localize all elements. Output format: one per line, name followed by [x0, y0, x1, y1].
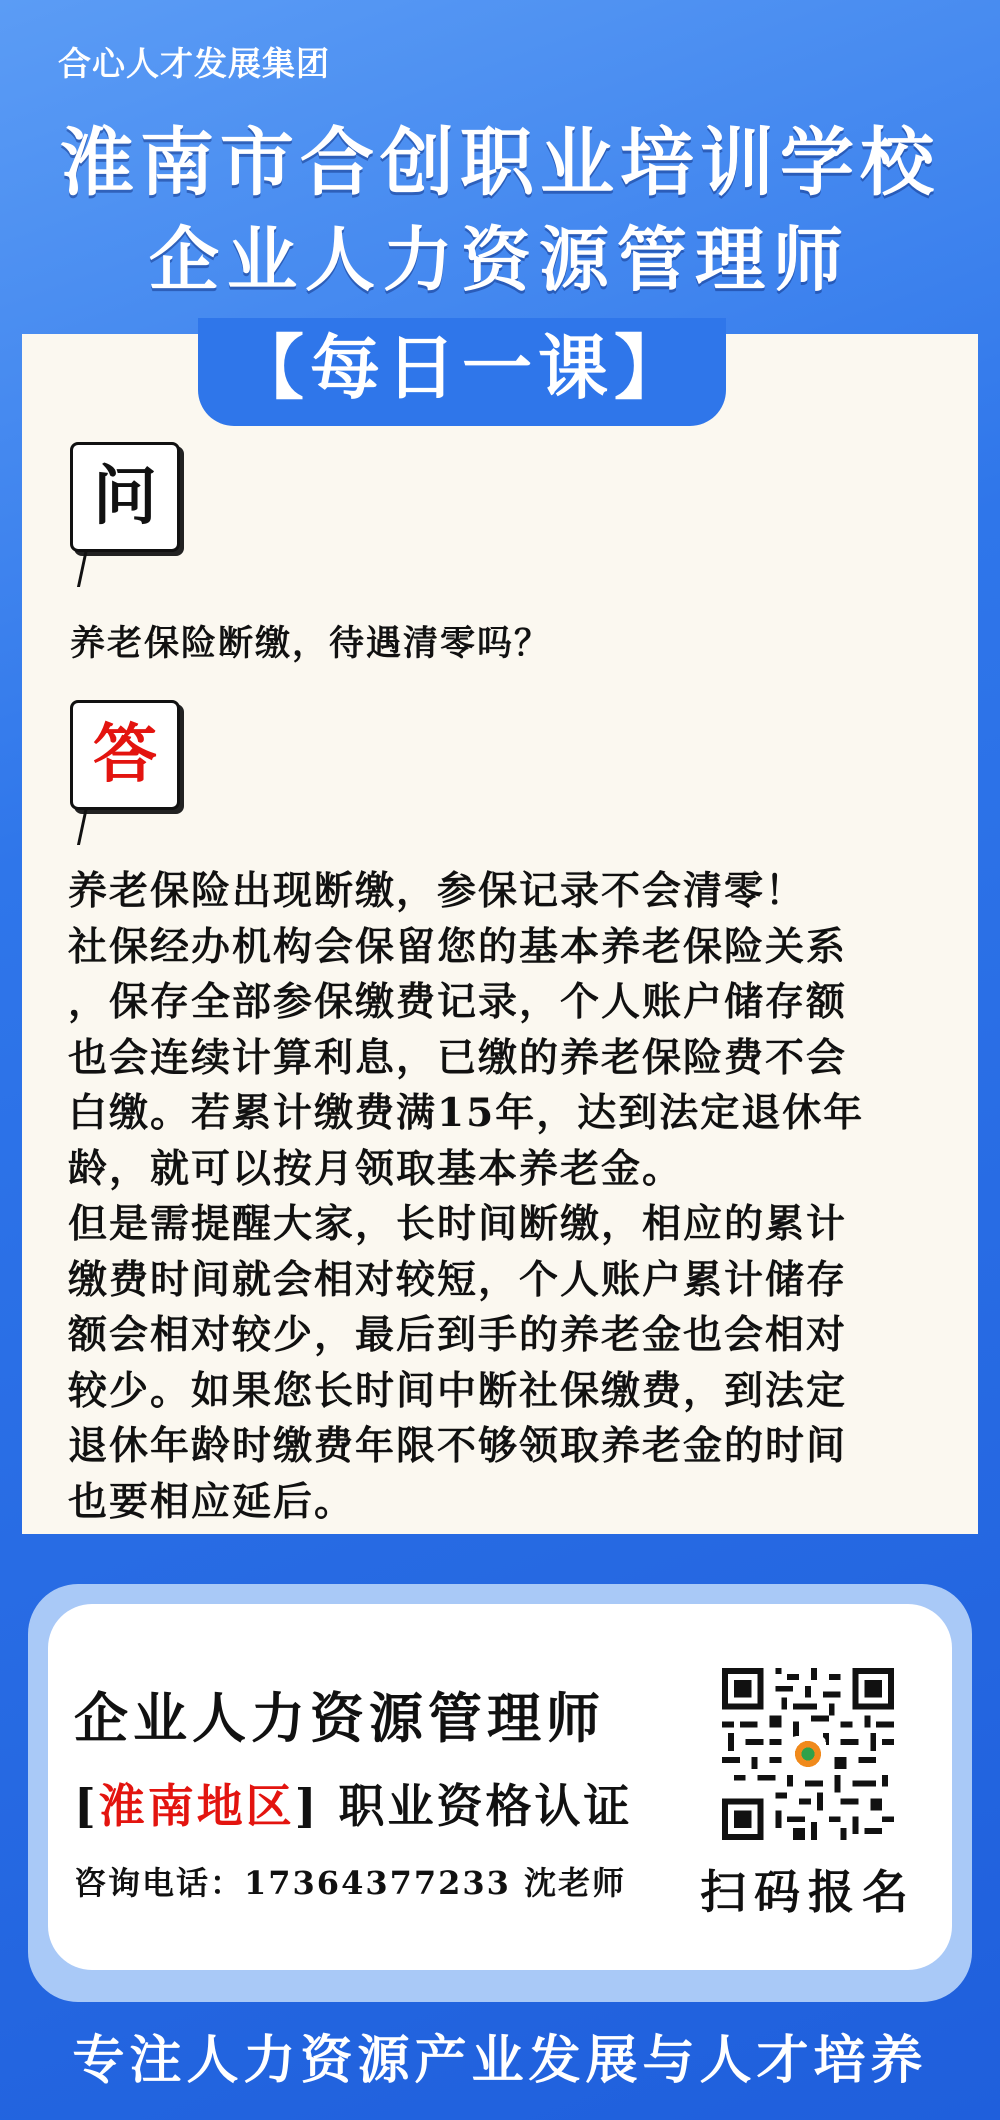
region-bracket-open: [	[74, 1779, 99, 1833]
answer-speech-bubble-icon	[70, 700, 180, 810]
group-name: 合心人才发展集团	[58, 44, 330, 83]
answer-line: 但是需提醒大家，长时间断缴，相应的累计	[68, 1201, 848, 1247]
answer-line: 社保经办机构会保留您的基本养老保险关系	[68, 923, 848, 970]
school-name-title: 淮南市合创职业培训学校	[60, 120, 940, 206]
footer-slogan: 专注人力资源产业发展与人才培养	[72, 2030, 928, 2091]
answer-line: 额会相对较少，最后到手的养老金也会相对	[68, 1312, 848, 1358]
region-certification-line	[74, 1770, 633, 1836]
question-text: 养老保险断缴，待遇清零吗？	[70, 623, 552, 664]
answer-line: 缴费时间就会相对较短，个人账户累计储存	[68, 1256, 848, 1303]
answer-line: 白缴。若累计缴费满15年，达到法定退休年	[68, 1090, 865, 1136]
question-speech-bubble-icon	[70, 442, 180, 552]
answer-marker: 答	[93, 717, 157, 792]
answer-line: 较少。如果您长时间中断社保缴费，到法定	[68, 1367, 848, 1414]
answer-line: 养老保险出现断缴，参保记录不会清零！	[68, 868, 807, 914]
daily-lesson-tab: 【每日一课】	[198, 318, 726, 426]
region-bracket-close: ]	[294, 1779, 320, 1833]
phone-line: 咨询电话：17364377233 沈老师	[74, 1864, 627, 1902]
contact-course-title: 企业人力资源管理师	[74, 1686, 605, 1750]
answer-line: 龄，就可以按月领取基本养老金。	[68, 1145, 684, 1192]
answer-text	[68, 864, 968, 1530]
answer-line: 也要相应延后。	[68, 1478, 356, 1525]
qr-code-icon[interactable]	[722, 1668, 894, 1840]
question-marker: 问	[93, 459, 157, 534]
answer-line: ，保存全部参保缴费记录，个人账户储存额	[68, 979, 848, 1025]
region-label: 淮南地区	[98, 1779, 295, 1833]
answer-line: 退休年龄时缴费年限不够领取养老金的时间	[68, 1423, 848, 1469]
scan-to-register-label: 扫码报名	[700, 1865, 916, 1919]
answer-line: 也会连续计算利息，已缴的养老保险费不会	[68, 1034, 848, 1081]
course-name-title: 企业人力资源管理师	[149, 218, 851, 301]
certification-label: 职业资格认证	[338, 1779, 633, 1833]
